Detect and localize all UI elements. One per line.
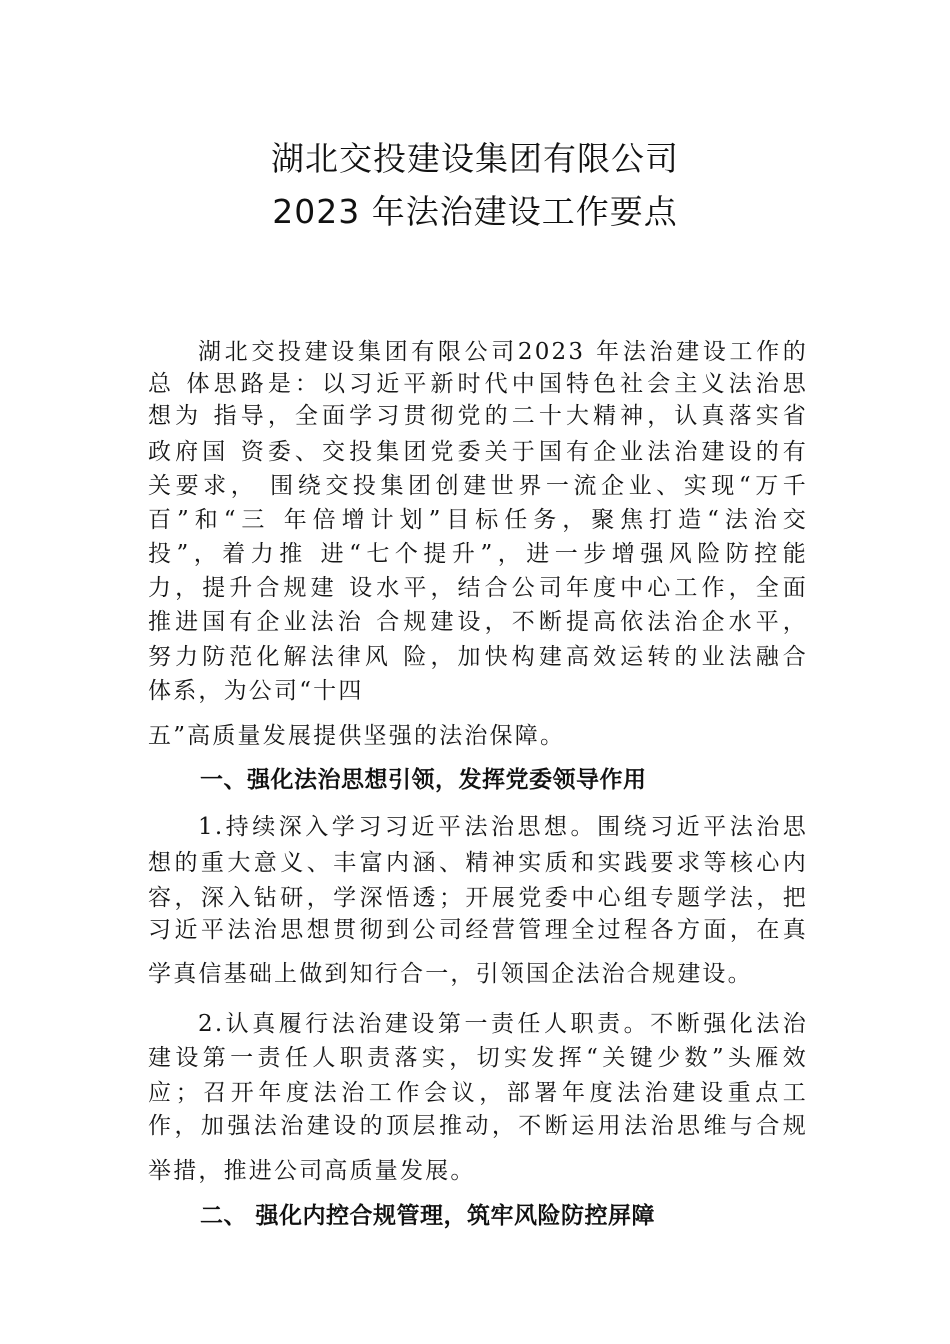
intro-line-11: 体系，为公司“十四 — [148, 678, 364, 704]
section1-heading: 一、强化法治思想引领，发挥党委领导作用 — [200, 767, 647, 793]
intro-line-2: 总 体思路是：以习近平新时代中国特色社会主义法治思 — [148, 371, 808, 397]
item1-line-5: 学真信基础上做到知行合一，引领国企法治合规建设。 — [148, 961, 753, 987]
intro-line-10: 努力防范化解法律风 险，加快构建高效运转的业法融合 — [148, 644, 808, 670]
intro-line-1: 湖北交投建设集团有限公司2023 年法治建设工作的 — [198, 339, 808, 365]
item2-line-5: 举措，推进公司高质量发展。 — [148, 1158, 476, 1184]
document-title-line1: 湖北交投建设集团有限公司 — [271, 139, 679, 178]
section2-heading: 二、 强化内控合规管理，筑牢风险防控屏障 — [200, 1203, 656, 1229]
intro-line-3: 想为 指导，全面学习贯彻党的二十大精神，认真落实省 — [148, 403, 808, 429]
intro-line-7: 投”，着力推 进“七个提升”，进一步增强风险防控能 — [148, 541, 808, 567]
item1-line-2: 想的重大意义、丰富内涵、精神实质和实践要求等核心内 — [148, 850, 808, 876]
item1-line-4: 习近平法治思想贯彻到公司经营管理全过程各方面，在真 — [148, 917, 808, 943]
intro-line-5: 关要求， 围绕交投集团创建世界一流企业、实现“万千 — [148, 473, 808, 499]
intro-line-12: 五”高质量发展提供坚强的法治保障。 — [148, 723, 566, 749]
item2-line-3: 应；召开年度法治工作会议，部署年度法治建设重点工 — [148, 1080, 808, 1106]
intro-line-8: 力，提升合规建 设水平，结合公司年度中心工作，全面 — [148, 575, 808, 601]
item2-line-4: 作，加强法治建设的顶层推动，不断运用法治思维与合规 — [148, 1113, 808, 1139]
item1-line-1: 1.持续深入学习习近平法治思想。围绕习近平法治思 — [198, 814, 808, 840]
item2-line-1: 2.认真履行法治建设第一责任人职责。不断强化法治 — [198, 1011, 808, 1037]
intro-line-4: 政府国 资委、交投集团党委关于国有企业法治建设的有 — [148, 439, 808, 465]
item2-line-2: 建设第一责任人职责落实，切实发挥“关键少数”头雁效 — [148, 1045, 808, 1071]
intro-line-6: 百”和“三 年倍增计划”目标任务，聚焦打造“法治交 — [148, 507, 808, 533]
item1-line-3: 容，深入钻研，学深悟透；开展党委中心组专题学法，把 — [148, 885, 808, 911]
intro-line-9: 推进国有企业法治 合规建设，不断提高依法治企水平， — [148, 609, 808, 635]
document-title-line2: 2023 年法治建设工作要点 — [272, 192, 678, 231]
